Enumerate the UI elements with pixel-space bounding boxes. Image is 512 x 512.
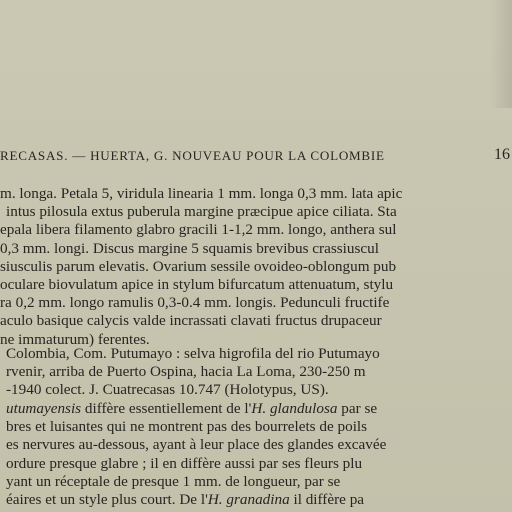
running-header bbox=[0, 147, 512, 165]
species-name: H. glandulosa bbox=[251, 400, 338, 417]
species-name: H. granadina bbox=[207, 490, 290, 508]
species-name: utumayensis bbox=[6, 400, 82, 417]
description-line: epala libera filamento glabro gracili 1-1,2 mm. longo, anthera sul bbox=[0, 221, 397, 239]
running-header-title: RECASAS. — HUERTA, G. NOUVEAU POUR LA COLOMBIE bbox=[0, 148, 385, 163]
page-number: 16 bbox=[494, 146, 510, 163]
comparison-text: diffère essentiellement de l' bbox=[81, 400, 252, 417]
description-line: aculo basique calycis valde incrassati clavati fructus drupaceur bbox=[0, 312, 382, 330]
page-edge-shadow bbox=[490, 0, 512, 108]
comparison-text: il diffère pa bbox=[289, 490, 365, 508]
comparison-text: par se bbox=[337, 400, 378, 417]
comparison-line: bres et luisantes qui ne montrent pas des bourrelets de poils bbox=[6, 418, 368, 436]
comparison-line: es nervures au-dessous, ayant à leur place des glandes excavée bbox=[6, 436, 387, 454]
description-line: ra 0,2 mm. longo ramulis 0,3-0.4 mm. longis. Pedunculi fructife bbox=[0, 294, 390, 312]
type-line: rvenir, arriba de Puerto Ospina, hacia La Loma, 230-250 m bbox=[6, 363, 366, 381]
type-line: -1940 colect. J. Cuatrecasas 10.747 (Holotypus, US). bbox=[6, 381, 329, 399]
description-line: 0,3 mm. longi. Discus margine 5 squamis brevibus crassiuscul bbox=[0, 239, 379, 257]
description-line: oculare biovulatum apice in stylum bifurcatum attenuatum, stylu bbox=[0, 275, 394, 293]
type-line: Colombia, Com. Putumayo : selva higrofila del rio Putumayo bbox=[6, 345, 380, 362]
comparison-text: éaires et un style plus court. De l' bbox=[6, 490, 208, 508]
comparison-line: yant un réceptale de presque 1 mm. de longueur, par se bbox=[6, 472, 341, 490]
comparison-line: ordure presque glabre ; il en diffère aussi par ses fleurs plu bbox=[6, 454, 363, 472]
comparison-paragraph bbox=[0, 400, 512, 509]
type-specimen-paragraph bbox=[0, 345, 512, 400]
latin-description-paragraph bbox=[0, 185, 512, 349]
comparison-last-line bbox=[0, 491, 512, 509]
comparison-first-line bbox=[0, 400, 512, 418]
description-line: m. longa. Petala 5, viridula linearia 1 mm. longa 0,3 mm. lata apic bbox=[0, 185, 403, 202]
description-line: siusculis parum elevatis. Ovarium sessile ovoideo-oblongum pub bbox=[0, 257, 397, 275]
description-line: ne immaturum) ferentes. bbox=[0, 330, 150, 348]
description-line: intus pilosula extus puberula margine præcipue apice ciliata. Sta bbox=[6, 203, 397, 221]
